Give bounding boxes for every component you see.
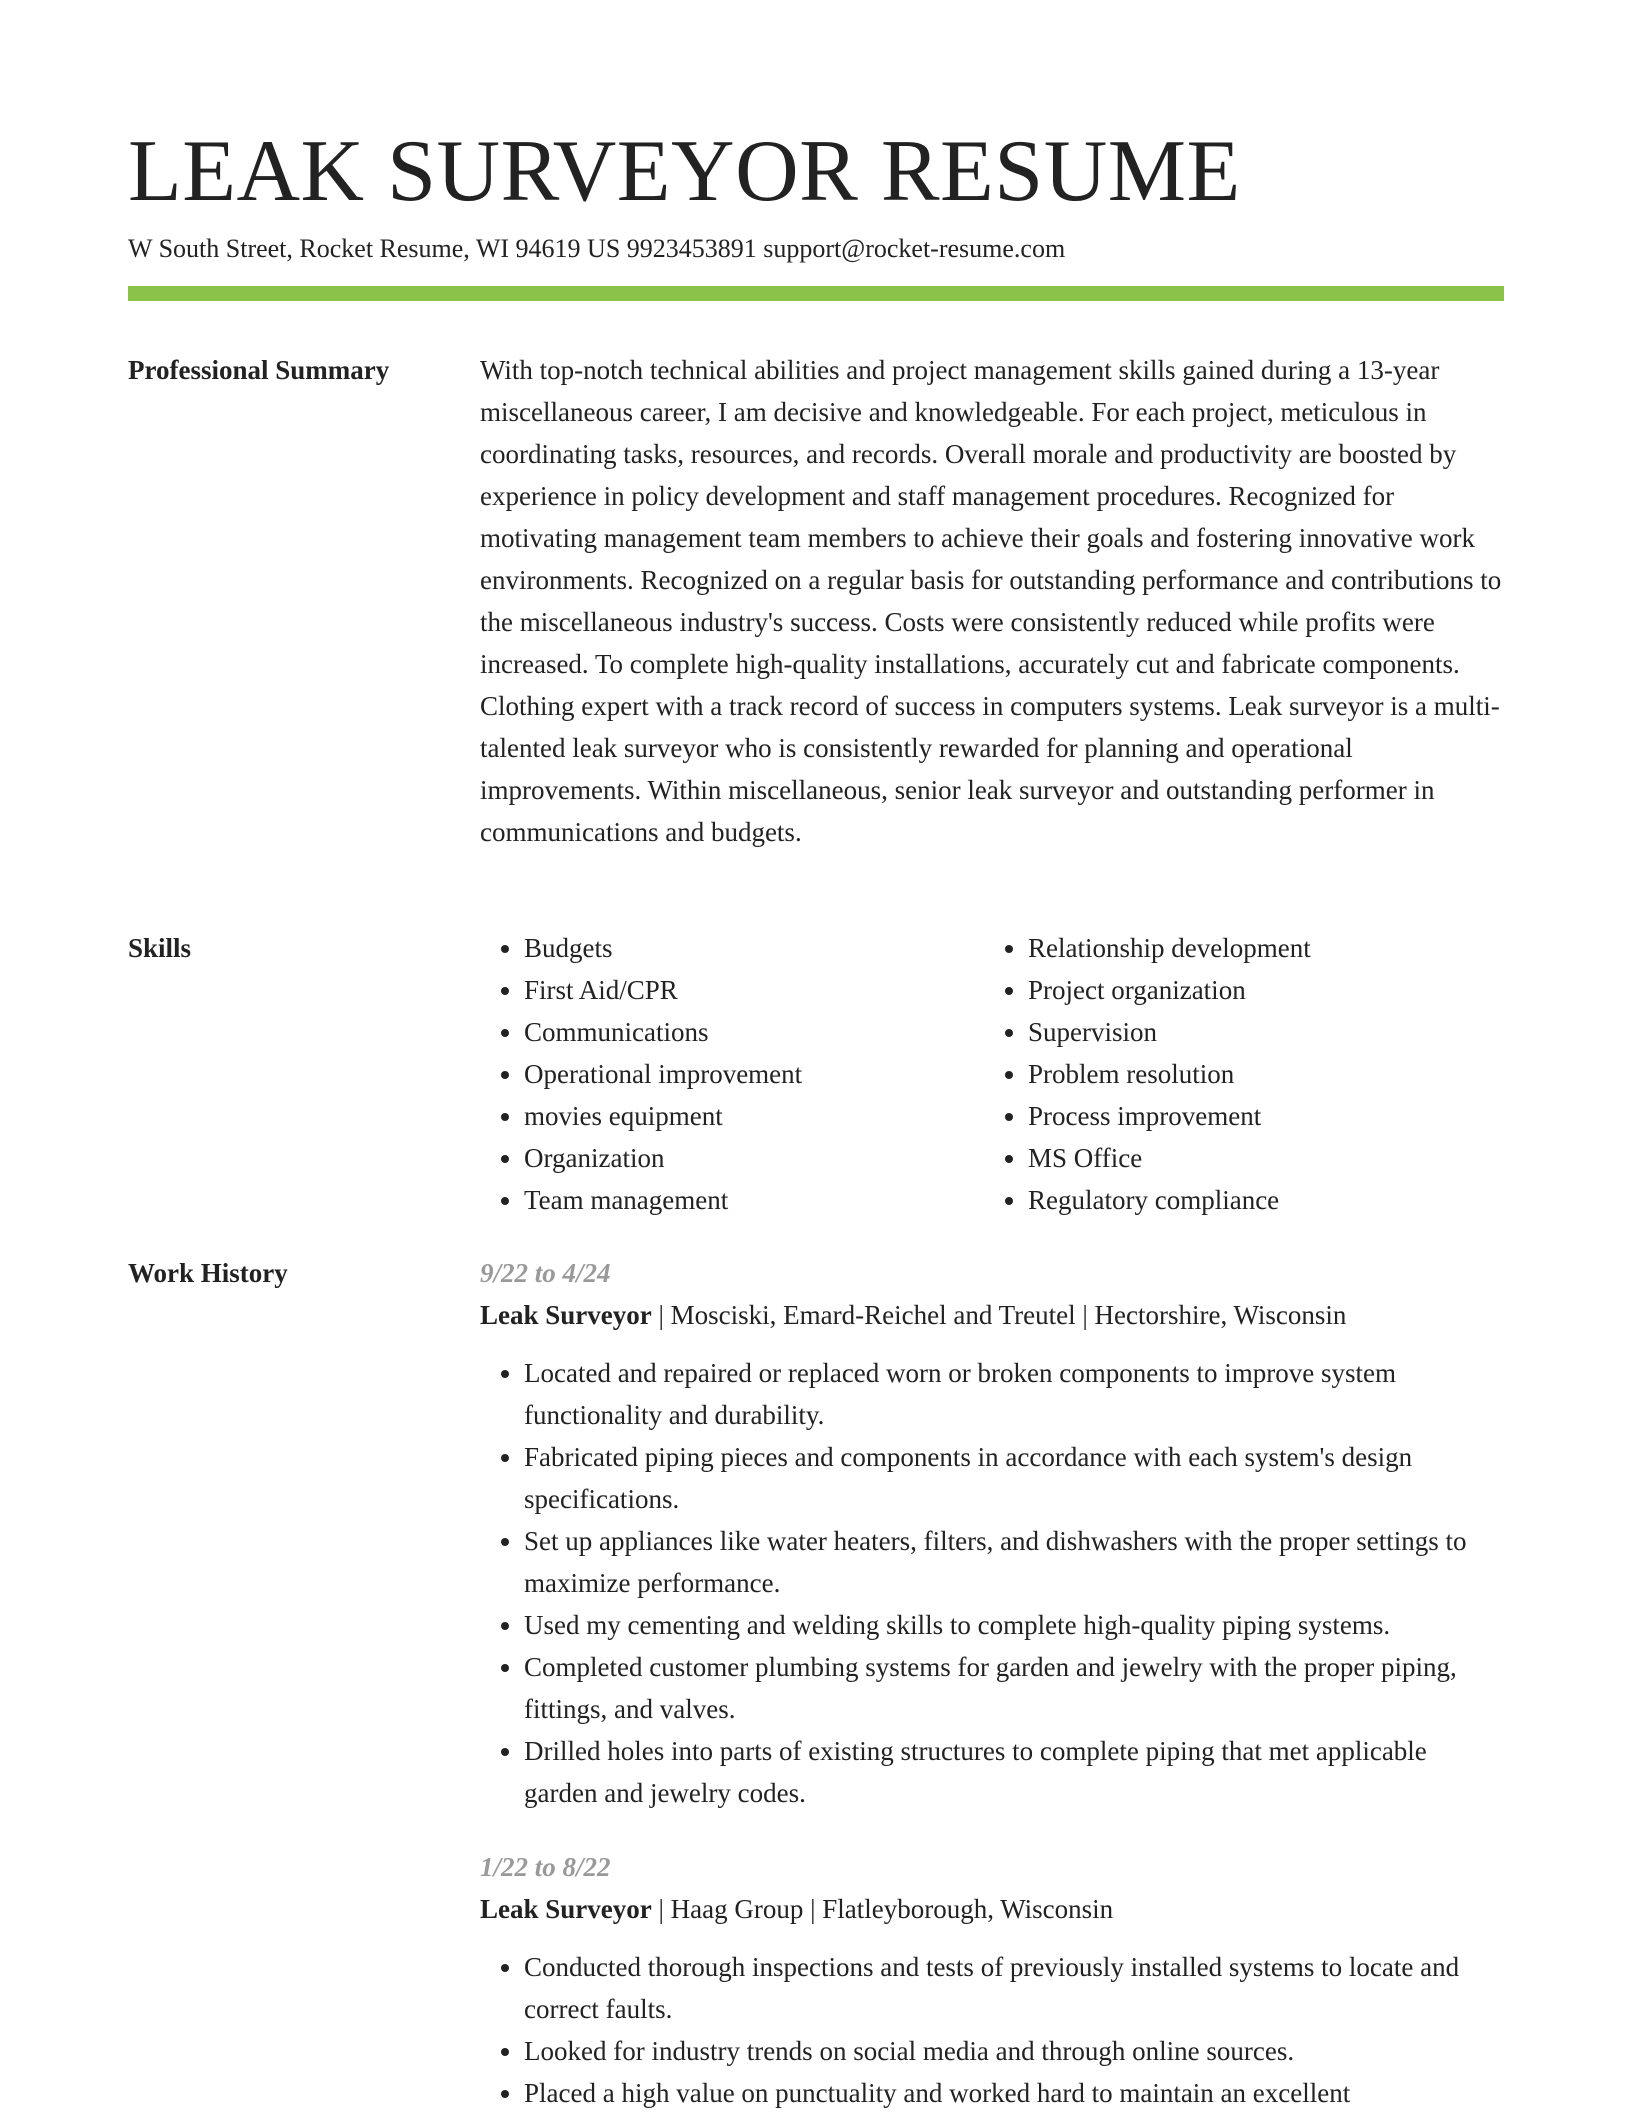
skills-list-right: [984, 927, 1311, 1221]
job-bullet: • Drilled holes into parts of existing structures to complete piping that met applicable garden and jewelry codes.: [524, 1730, 1504, 1814]
summary-label: Professional Summary: [128, 355, 390, 385]
work-history-label: Work History: [128, 1258, 288, 1288]
skills-list-left: [480, 927, 802, 1221]
skill-item: • Regulatory compliance: [1028, 1179, 1311, 1221]
job-dates: 9/22 to 4/24: [480, 1258, 611, 1288]
work-history-body: [480, 1252, 1504, 2114]
job-bullet: • Set up appliances like water heaters, filters, and dishwashers with the proper settings to maximize performance.: [524, 1520, 1504, 1604]
resume-title: LEAK SURVEYOR RESUME: [128, 123, 1241, 220]
skill-item: • Team management: [524, 1179, 802, 1221]
skill-item: • Problem resolution: [1028, 1053, 1311, 1095]
skill-item: • Project organization: [1028, 969, 1311, 1011]
skill-item: • Process improvement: [1028, 1095, 1311, 1137]
job-bullet: • Used my cementing and welding skills to complete high-quality piping systems.: [524, 1604, 1504, 1646]
job-bullet: • Completed customer plumbing systems for garden and jewelry with the proper piping, fittings, and valves.: [524, 1646, 1504, 1730]
skill-item: • Supervision: [1028, 1011, 1311, 1053]
job-bullet-list: [480, 1946, 1504, 2114]
skill-item: • Operational improvement: [524, 1053, 802, 1095]
summary-text: With top-notch technical abilities and project management skills gained during a 13-year miscellaneous career, I am decisive and knowledgeable. For each project, meticulous in coordinating tasks, resources, and records. Overall morale and productivity are boosted by experience in policy development and staff management procedures. Recognized for motivating management team members to achieve their goals and fostering innovative work environments. Recognized on a regular basis for outstanding performance and contributions to the miscellaneous industry's success. Costs were consistently reduced while profits were increased. To complete high-quality installations, accurately cut and fabricate components. Clothing expert with a track record of success in computers systems. Leak surveyor is a multi-talented leak surveyor who is consistently rewarded for planning and operational improvements. Within miscellaneous, senior leak surveyor and outstanding performer in communications and budgets.: [480, 355, 1502, 847]
job-title: Leak Surveyor: [480, 1894, 652, 1924]
summary-body: [480, 349, 1504, 853]
job-entry: [480, 1846, 1504, 2114]
job-bullet: • Located and repaired or replaced worn or broken components to improve system functionality and durability.: [524, 1352, 1504, 1436]
job-title: Leak Surveyor: [480, 1300, 652, 1330]
skills-label: Skills: [128, 933, 192, 963]
job-bullet: • Conducted thorough inspections and tests of previously installed systems to locate and correct faults.: [524, 1946, 1504, 2030]
job-dates: 1/22 to 8/22: [480, 1852, 611, 1882]
skill-item: • movies equipment: [524, 1095, 802, 1137]
job-bullet: • Fabricated piping pieces and components in accordance with each system's design specifications.: [524, 1436, 1504, 1520]
job-bullet: • Placed a high value on punctuality and worked hard to maintain an excellent: [524, 2072, 1504, 2114]
skill-item: • MS Office: [1028, 1137, 1311, 1179]
job-heading: [480, 1294, 1504, 1336]
skill-item: • Communications: [524, 1011, 802, 1053]
job-bullet: • Looked for industry trends on social media and through online sources.: [524, 2030, 1504, 2072]
job-employer-location: | Mosciski, Emard-Reichel and Treutel | Hectorshire, Wisconsin: [651, 1300, 1347, 1330]
skill-item: • Budgets: [524, 927, 802, 969]
accent-divider: [128, 286, 1504, 301]
contact-info: W South Street, Rocket Resume, WI 94619 US 9923453891 support@rocket-resume.com: [128, 234, 1066, 263]
skills-body: [480, 927, 1504, 1221]
skill-item: • Relationship development: [1028, 927, 1311, 969]
skill-item: • Organization: [524, 1137, 802, 1179]
job-employer-location: | Haag Group | Flatleyborough, Wisconsin: [651, 1894, 1114, 1924]
job-bullet-list: [480, 1352, 1504, 1814]
job-heading: [480, 1888, 1504, 1930]
job-entry: [480, 1252, 1504, 1814]
skill-item: • First Aid/CPR: [524, 969, 802, 1011]
